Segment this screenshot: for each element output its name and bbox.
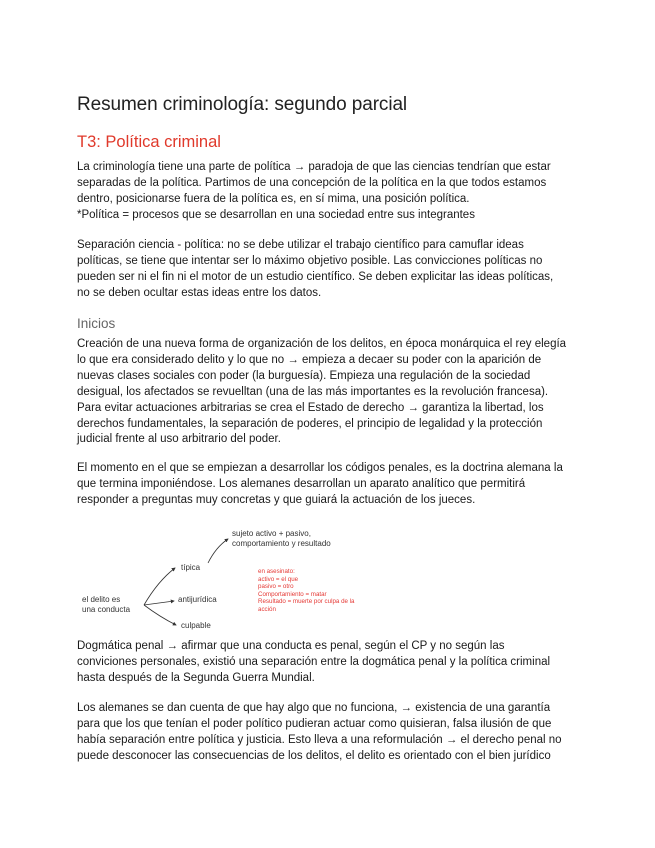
paragraph-dogmatica xyxy=(77,639,577,687)
text-line: políticas, se tiene que intentar ser lo máximo objetivo posible. Las convicciones políticas no xyxy=(77,254,543,267)
text-line: separadas de la política. Partimos de una concepción de la política en la que todos estamos xyxy=(77,176,547,189)
diagram-red-notes xyxy=(258,568,354,613)
paragraph-creacion xyxy=(77,337,577,448)
red-note-line: Resultado = muerte por culpa de la xyxy=(258,598,355,605)
arrow-tipica xyxy=(144,568,175,605)
diagram-branch-antijuridica: antijurídica xyxy=(178,595,217,604)
diagram-branch-culpable: culpable xyxy=(181,621,211,630)
diagram-root-line: una conducta xyxy=(82,604,131,614)
text-line: desigual, los afectados se revuelltan (una de las más importantes es la revolución francesa). xyxy=(77,385,549,398)
diagram-tipica-detail xyxy=(232,529,331,548)
diagram-detail-line: comportamiento y resultado xyxy=(232,538,331,548)
paragraph-alemanes xyxy=(77,701,577,765)
text-line: Dogmática penal → afirmar que una conducta es penal, según el CP y no según las xyxy=(77,640,505,652)
text-line: *Política = procesos que se desarrollan en una sociedad entre sus integrantes xyxy=(77,208,475,221)
arrow-antijuridica xyxy=(144,601,174,605)
red-note-line: activo = el que xyxy=(258,575,299,583)
paragraph-politica xyxy=(77,160,577,224)
text-line: dentro, posicionarse fuera de la política es, en sí mima, una posición política. xyxy=(77,192,470,205)
red-note-line: acción xyxy=(258,605,276,613)
arrow-tipica-detail xyxy=(208,539,228,563)
text-line: responder a preguntas muy concretas y que guiará la actuación de los jueces. xyxy=(77,493,476,506)
paragraph-codigos xyxy=(77,461,577,509)
red-note-line: pasivo = otro xyxy=(258,583,294,590)
text-line: Separación ciencia - política: no se debe utilizar el trabajo científico para camuflar ideas xyxy=(77,239,524,251)
subsection-title: Inicios xyxy=(77,316,116,331)
text-line: pueden ser ni el fin ni el motor de un estudio científico. Se deben explicitar las ideas políticas, xyxy=(77,270,554,283)
text-line: Para evitar actuaciones arbitrarias se crea el Estado de derecho → garantiza la libertad, los xyxy=(77,401,544,414)
text-line: que termina imponiéndose. Los alemanes desarrollan un aparato analítico que permitirá xyxy=(77,477,526,490)
text-line: puede desconocer las consecuencias de los delitos, el delito es orientado con el bien jurídico xyxy=(77,749,551,762)
text-line: lo que era considerado delito y lo que no → empieza a decaer su poder con la aparición de xyxy=(77,353,542,366)
text-line: conviciones personales, existió una separación entre la dogmática penal y la política criminal xyxy=(77,655,551,668)
delito-diagram xyxy=(78,525,398,635)
text-line: no se deben ocultar estas ideas entre los datos. xyxy=(77,286,322,299)
text-line: judicial frente al uso arbitrario del poder. xyxy=(77,433,281,446)
text-line: Creación de una nueva forma de organización de los delitos, en época monárquica el rey elegía xyxy=(77,338,567,350)
text-line: El momento en el que se empiezan a desarrollar los códigos penales, es la doctrina alemana la xyxy=(77,462,563,474)
document-title: Resumen criminología: segundo parcial xyxy=(77,94,408,115)
text-line: La criminología tiene una parte de política → paradoja de que las ciencias tendrían que estar xyxy=(77,161,551,173)
diagram-root xyxy=(82,595,130,614)
arrow-culpable xyxy=(144,605,176,625)
text-line: hasta después de la Segunda Guerra Mundial. xyxy=(77,671,315,684)
text-line: había separación entre política y justicia. Esto lleva a una reformulación → el derecho penal no xyxy=(77,733,562,746)
red-note-line: Comportamiento = matar xyxy=(258,590,327,598)
red-note-line: en asesinato: xyxy=(258,568,295,575)
diagram-branch-tipica: típica xyxy=(181,563,201,572)
diagram-root-line: el delito es xyxy=(82,595,121,604)
diagram-detail-line: sujeto activo + pasivo, xyxy=(232,529,311,538)
text-line: para que los que tenían el poder político pudieran actuar como quisieran, falsa ilusión de que xyxy=(77,717,552,730)
section-title: T3: Política criminal xyxy=(77,133,221,151)
text-line: Los alemanes se dan cuenta de que hay algo que no funciona, → existencia de una garantía xyxy=(77,702,551,714)
text-line: nuevas clases sociales con poder (la burguesía). Empieza una regulación de la sociedad xyxy=(77,369,531,382)
text-line: derechos fundamentales, la separación de poderes, el principio de legalidad y la protección xyxy=(77,417,543,430)
paragraph-separacion xyxy=(77,238,577,302)
